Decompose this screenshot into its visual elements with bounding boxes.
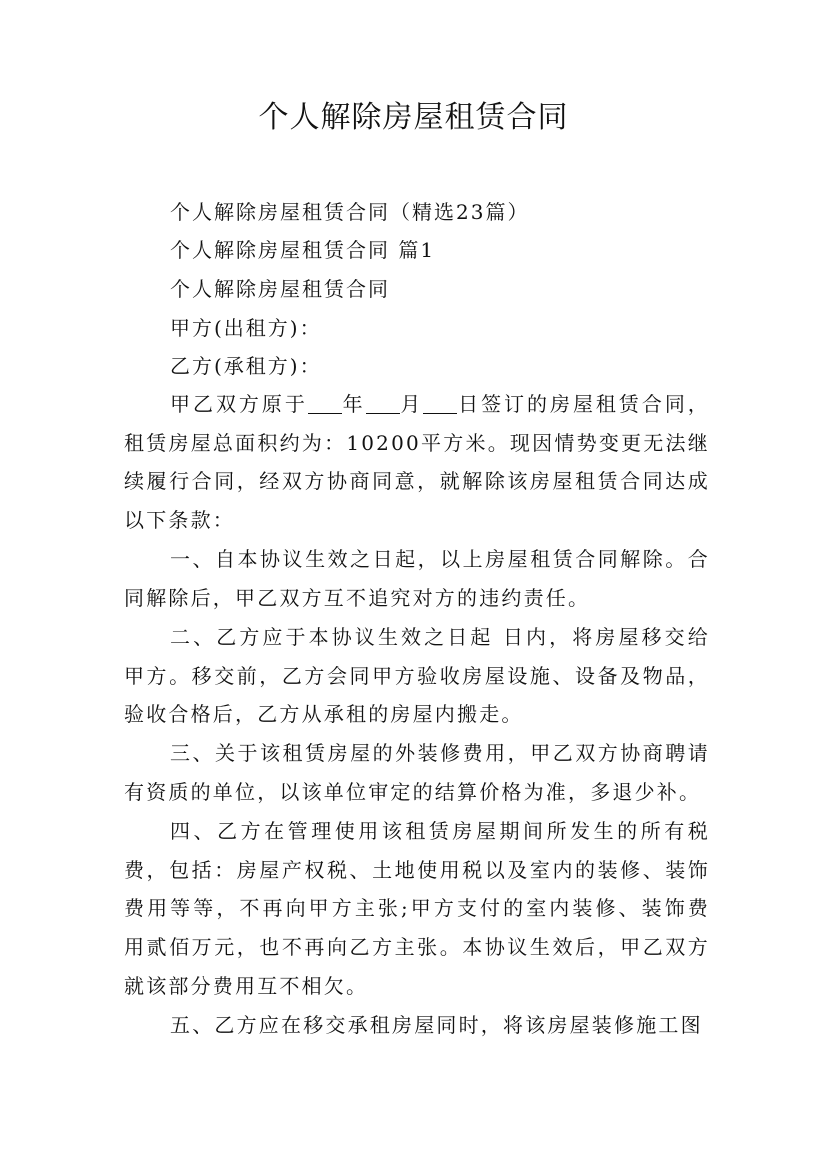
party-b-line: 乙方(承租方)： bbox=[170, 354, 322, 378]
party-a-line: 甲方(出租方)： bbox=[170, 316, 322, 340]
subtitle-line: 个人解除房屋租赁合同（精选23篇） bbox=[170, 200, 530, 224]
blank-year bbox=[308, 393, 342, 414]
clause-1: 一、自本协议生效之日起，以上房屋租赁合同解除。合同解除后，甲乙双方互不追究对方的违约责任。 bbox=[124, 547, 710, 610]
clause-5: 五、乙方应在移交承租房屋同时，将该房屋装修施工图 bbox=[170, 1013, 703, 1037]
blank-month bbox=[366, 393, 400, 414]
intro-paragraph: 甲乙双方原于 年 月 日签订的房屋租赁合同，租赁房屋总面积约为：10200平方米。现因情势变更无法继续履行合同，经双方协商同意，就解除该房屋租赁合同达成以下条款： bbox=[124, 392, 711, 533]
contract-name-line: 个人解除房屋租赁合同 bbox=[170, 277, 390, 301]
clause-2: 二、乙方应于本协议生效之日起 日内，将房屋移交给甲方。移交前，乙方会同甲方验收房屋设施、设备及物品，验收合格后，乙方从承租的房屋内搬走。 bbox=[124, 625, 710, 727]
document-title: 个人解除房屋租赁合同 bbox=[258, 100, 569, 135]
section-heading: 个人解除房屋租赁合同 篇1 bbox=[170, 238, 436, 262]
clause-3: 三、关于该租赁房屋的外装修费用，甲乙双方协商聘请有资质的单位，以该单位审定的结算价格为准，多退少补。 bbox=[124, 741, 710, 804]
blank-day bbox=[423, 393, 457, 414]
clause-4: 四、乙方在管理使用该租赁房屋期间所发生的所有税费，包括：房屋产权税、土地使用税以及室内的装修、装饰费用等等，不再向甲方主张;甲方支付的室内装修、装饰费用贰佰万元，也不再向乙方主张。本协议生效后，甲乙双方就该部分费用互不相欠。 bbox=[124, 819, 710, 998]
